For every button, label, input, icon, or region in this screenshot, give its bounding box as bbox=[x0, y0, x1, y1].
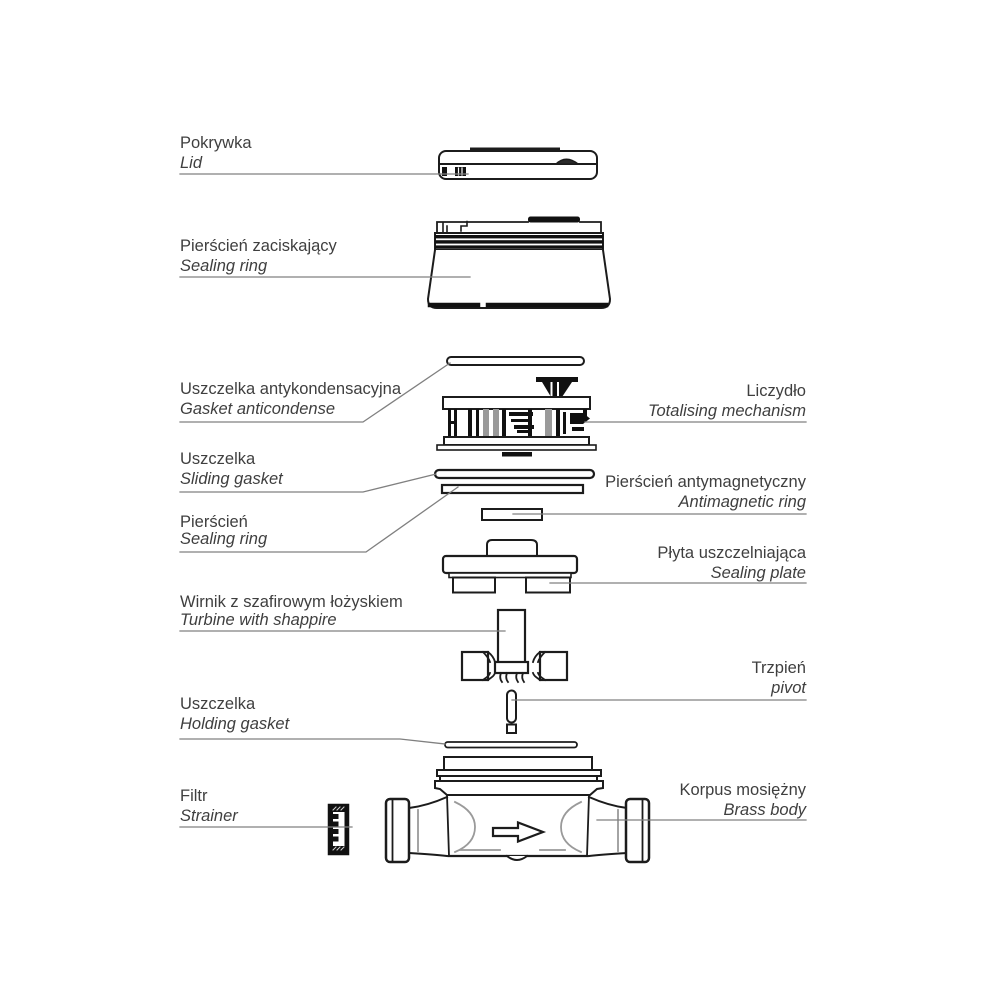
totalising-mechanism-drawing bbox=[437, 377, 596, 457]
turbine-drawing bbox=[462, 610, 567, 682]
label-sealing-plate-en: Sealing plate bbox=[710, 564, 806, 582]
label-totaliser-pl: Liczydło bbox=[746, 382, 806, 400]
label-lid bbox=[180, 133, 252, 173]
label-anticondense-gasket bbox=[180, 379, 401, 419]
label-sliding-gasket bbox=[180, 449, 283, 489]
label-turbine-pl: Wirnik z szafirowym łożyskiem bbox=[180, 593, 403, 611]
label-holding-gasket bbox=[180, 694, 289, 734]
gasket-anticondense-drawing bbox=[447, 357, 584, 365]
label-sealing-ring-pl: Pierścień bbox=[180, 513, 248, 531]
label-clamping-ring-en: Sealing ring bbox=[180, 257, 268, 275]
sealing-plate-drawing bbox=[443, 540, 577, 593]
flow-arrow-icon bbox=[493, 823, 543, 842]
label-lid-pl: Pokrywka bbox=[180, 134, 252, 152]
label-brass-body-pl: Korpus mosiężny bbox=[679, 781, 806, 799]
label-pivot-en: pivot bbox=[771, 679, 806, 697]
label-strainer-pl: Filtr bbox=[180, 787, 208, 805]
label-antimagnetic-ring bbox=[605, 472, 806, 512]
sealing-ring-cone-drawing bbox=[428, 217, 610, 309]
brass-body-drawing bbox=[386, 757, 649, 862]
sealing-ring-flat-drawing bbox=[442, 485, 583, 493]
label-sliding-gasket-en: Sliding gasket bbox=[180, 470, 283, 488]
label-clamping-ring-pl: Pierścień zaciskający bbox=[180, 237, 337, 255]
label-sealing-plate-pl: Płyta uszczelniająca bbox=[657, 544, 806, 562]
holding-gasket-drawing bbox=[445, 742, 577, 748]
label-holding-gasket-en: Holding gasket bbox=[180, 715, 290, 733]
label-sliding-gasket-pl: Uszczelka bbox=[180, 450, 256, 468]
label-antimagnetic-ring-en: Antimagnetic ring bbox=[678, 493, 806, 511]
label-clamping-ring bbox=[180, 236, 337, 276]
label-turbine bbox=[180, 593, 403, 629]
label-pivot bbox=[752, 658, 806, 698]
label-strainer-en: Strainer bbox=[180, 807, 238, 825]
label-antimagnetic-ring-pl: Pierścień antymagnetyczny bbox=[605, 473, 806, 491]
label-holding-gasket-pl: Uszczelka bbox=[180, 695, 256, 713]
label-lid-en: Lid bbox=[180, 154, 203, 172]
label-turbine-en: Turbine with shappire bbox=[180, 611, 337, 629]
label-anticondense-gasket-pl: Uszczelka antykondensacyjna bbox=[180, 380, 402, 398]
label-sealing-ring bbox=[180, 514, 267, 548]
sliding-gasket-drawing bbox=[435, 470, 594, 478]
label-totaliser-en: Totalising mechanism bbox=[647, 402, 806, 420]
label-strainer bbox=[180, 786, 238, 826]
label-anticondense-gasket-en: Gasket anticondense bbox=[180, 400, 336, 418]
pivot-drawing bbox=[507, 691, 516, 734]
label-brass-body bbox=[679, 780, 806, 820]
label-sealing-ring-en: Sealing ring bbox=[180, 530, 268, 548]
label-totaliser bbox=[648, 381, 806, 421]
strainer-drawing bbox=[329, 805, 348, 854]
label-pivot-pl: Trzpień bbox=[751, 659, 806, 677]
label-sealing-plate bbox=[657, 543, 806, 583]
label-brass-body-en: Brass body bbox=[723, 801, 806, 819]
